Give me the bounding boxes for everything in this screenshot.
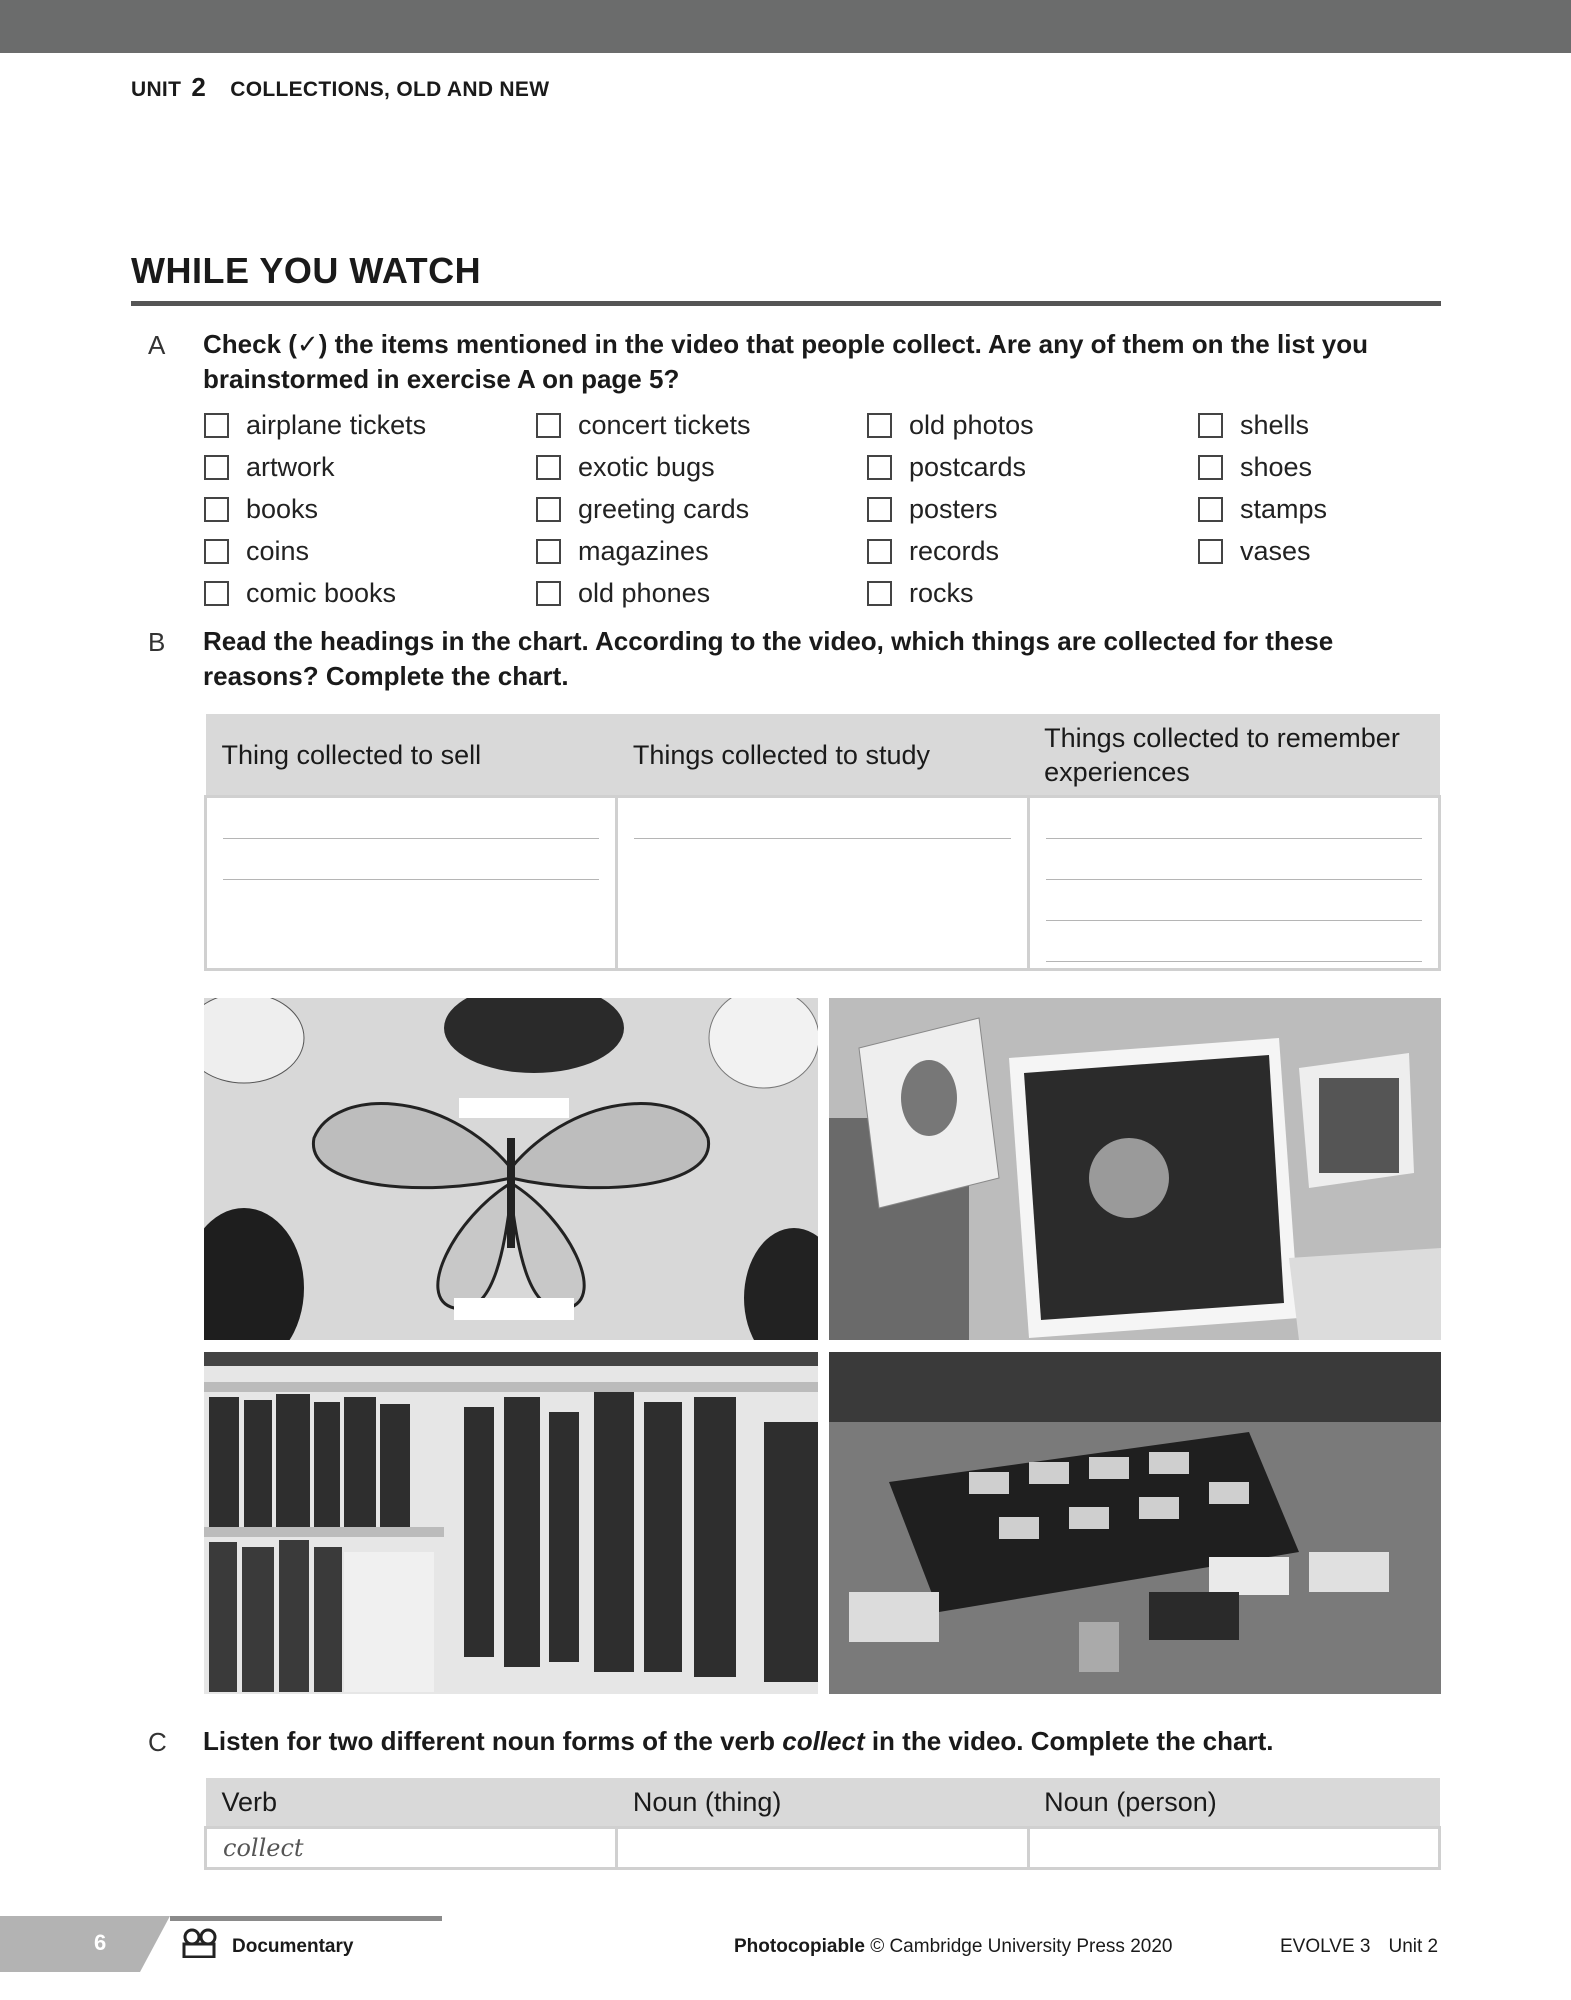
book-reference: EVOLVE 3 Unit 2 [1280,1936,1439,1957]
checkbox[interactable] [204,497,229,522]
chart-answer-row [206,797,1440,970]
checklist-item[interactable]: old phones [536,572,751,614]
checklist-item[interactable]: coins [204,530,426,572]
checkbox[interactable] [204,455,229,480]
checklist-item[interactable]: exotic bugs [536,446,751,488]
exercise-c-letter: C [148,1727,167,1757]
checklist-column-2 [536,404,751,614]
unit-number: 2 [191,72,207,102]
chart-header-remember: Things collected to remember experiences [1028,714,1439,797]
page-number: 6 [94,1930,107,1955]
exercise-b-instruction: Read the headings in the chart. According to the video, which things are collected for these reasons? Complete the chart. [203,626,1334,691]
checkbox[interactable] [867,581,892,606]
answer-cell-sell[interactable] [206,797,617,970]
checkbox[interactable] [867,413,892,438]
write-line [1046,961,1422,962]
old-photographs-photo [829,998,1441,1340]
write-line [1046,838,1422,839]
checklist-item[interactable]: airplane tickets [204,404,426,446]
video-camera-icon [181,1928,221,1958]
checklist-item[interactable]: postcards [867,446,1034,488]
noun-person-cell[interactable] [1028,1828,1439,1869]
footer-rule [170,1916,442,1921]
checkbox[interactable] [867,539,892,564]
butterfly-collection-photo [204,998,818,1340]
checklist-item[interactable]: comic books [204,572,426,614]
checklist-item[interactable]: books [204,488,426,530]
checklist-item[interactable]: greeting cards [536,488,751,530]
checklist-item[interactable]: shells [1198,404,1327,446]
copyright-notice: Photocopiable © Cambridge University Press 2020 [734,1936,1173,1957]
unit-title: COLLECTIONS, OLD AND NEW [230,78,550,101]
checklist-item[interactable]: artwork [204,446,426,488]
exercise-a-letter: A [148,330,166,360]
checkbox[interactable] [1198,413,1223,438]
checklist-item[interactable]: old photos [867,404,1034,446]
chart-header-sell: Thing collected to sell [206,714,617,797]
exercise-a-instruction: Check (✓) the items mentioned in the video that people collect. Are any of them on the list you brainstormed in exercise A on page 5? [203,329,1368,394]
toy-cars-icon [829,1352,1441,1694]
checkbox[interactable] [536,497,561,522]
unit-header [131,72,549,103]
checklist-column-3 [867,404,1034,614]
checkbox[interactable] [536,413,561,438]
checklist-column-1 [204,404,426,614]
checkbox[interactable] [204,539,229,564]
exercise-b-letter: B [148,627,166,657]
noun-thing-cell[interactable] [617,1828,1028,1869]
header-verb: Verb [206,1778,617,1828]
exercise-c-instruction: Listen for two different noun forms of the verb collect in the video. Complete the chart. [203,1726,1274,1756]
write-line [1046,920,1422,921]
section-title: WHILE YOU WATCH [131,250,482,291]
checkbox[interactable] [867,497,892,522]
reasons-chart [204,714,1441,971]
top-banner [0,0,1571,53]
checklist-column-4 [1198,404,1327,572]
checkbox[interactable] [204,581,229,606]
checklist-item[interactable]: rocks [867,572,1034,614]
footer-slant [140,1916,170,1972]
noun-chart-header-row [206,1778,1440,1828]
checklist-item[interactable]: shoes [1198,446,1327,488]
checklist-item[interactable]: stamps [1198,488,1327,530]
checkbox[interactable] [1198,455,1223,480]
write-line [1046,879,1422,880]
header-noun-person: Noun (person) [1028,1778,1439,1828]
photographs-icon [829,998,1441,1340]
noun-chart-row [206,1828,1440,1869]
checklist-item[interactable]: concert tickets [536,404,751,446]
noun-forms-chart [204,1778,1441,1870]
write-line [223,879,599,880]
antique-books-photo [204,1352,818,1694]
unit-label: UNIT [131,78,182,101]
write-line [223,838,599,839]
checkbox[interactable] [867,455,892,480]
books-icon [204,1352,818,1694]
checklist-item[interactable]: magazines [536,530,751,572]
checklist-item[interactable]: vases [1198,530,1327,572]
butterfly-icon [204,998,818,1340]
answer-cell-remember[interactable] [1028,797,1439,970]
section-divider [131,301,1441,306]
header-noun-thing: Noun (thing) [617,1778,1028,1828]
checkbox[interactable] [536,581,561,606]
checkbox[interactable] [204,413,229,438]
chart-header-study: Things collected to study [617,714,1028,797]
checkbox[interactable] [1198,497,1223,522]
checkbox[interactable] [1198,539,1223,564]
verb-cell: collect [206,1828,617,1869]
chart-header-row [206,714,1440,797]
checklist-item[interactable]: posters [867,488,1034,530]
answer-cell-study[interactable] [617,797,1028,970]
toy-cars-photo [829,1352,1441,1694]
write-line [634,838,1010,839]
checkbox[interactable] [536,455,561,480]
checkbox[interactable] [536,539,561,564]
checklist-item[interactable]: records [867,530,1034,572]
documentary-label: Documentary [232,1936,354,1957]
